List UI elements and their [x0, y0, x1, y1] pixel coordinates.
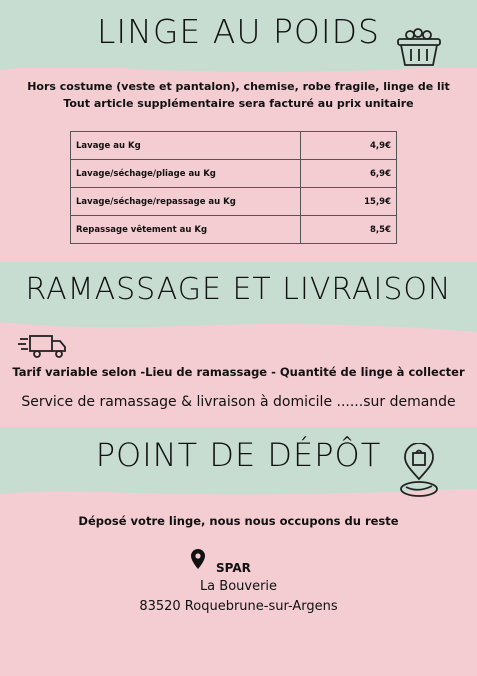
table-row: [71, 188, 397, 216]
table-row: [71, 132, 397, 160]
depot-tagline: Déposé votre linge, nous nous occupons du reste: [78, 514, 399, 528]
service-text: Service de ramassage & livraison à domicile ......sur demande: [21, 394, 456, 410]
table-cell-label: Lavage/séchage/repassage au Kg: [71, 188, 301, 216]
address-line1: La Bouverie: [199, 579, 278, 594]
table-row: [71, 160, 397, 188]
section1-description-line2: Tout article supplémentaire sera facturé au prix unitaire: [63, 97, 414, 110]
table-cell-price: 8,5€: [301, 216, 397, 244]
section-title-linge-au-poids: LINGE AU POIDS: [97, 12, 380, 51]
band-2-wave: [0, 318, 477, 338]
laundry-basket-icon: [396, 27, 442, 69]
table-cell-price: 6,9€: [301, 160, 397, 188]
section-title-ramassage-livraison: RAMASSAGE ET LIVRAISON: [25, 272, 452, 307]
address-line2: 83520 Roquebrune-sur-Argens: [139, 599, 338, 614]
map-pin-icon: [191, 549, 205, 569]
delivery-truck-icon: [18, 333, 68, 359]
table-cell-label: Repassage vêtement au Kg: [71, 216, 301, 244]
table-cell-label: Lavage au Kg: [71, 132, 301, 160]
table-cell-price: 4,9€: [301, 132, 397, 160]
table-cell-label: Lavage/séchage/pliage au Kg: [71, 160, 301, 188]
section1-description-line1: Hors costume (veste et pantalon), chemise, robe fragile, linge de lit: [27, 80, 450, 93]
table-row: [71, 216, 397, 244]
price-table: [70, 131, 397, 244]
section-title-point-de-depot: POINT DE DÉPÔT: [95, 436, 382, 474]
shopping-location-icon: [398, 443, 440, 499]
tarif-text: Tarif variable selon -Lieu de ramassage - Quantité de linge à collecter: [12, 365, 465, 379]
table-cell-price: 15,9€: [301, 188, 397, 216]
place-name: SPAR: [216, 561, 251, 575]
